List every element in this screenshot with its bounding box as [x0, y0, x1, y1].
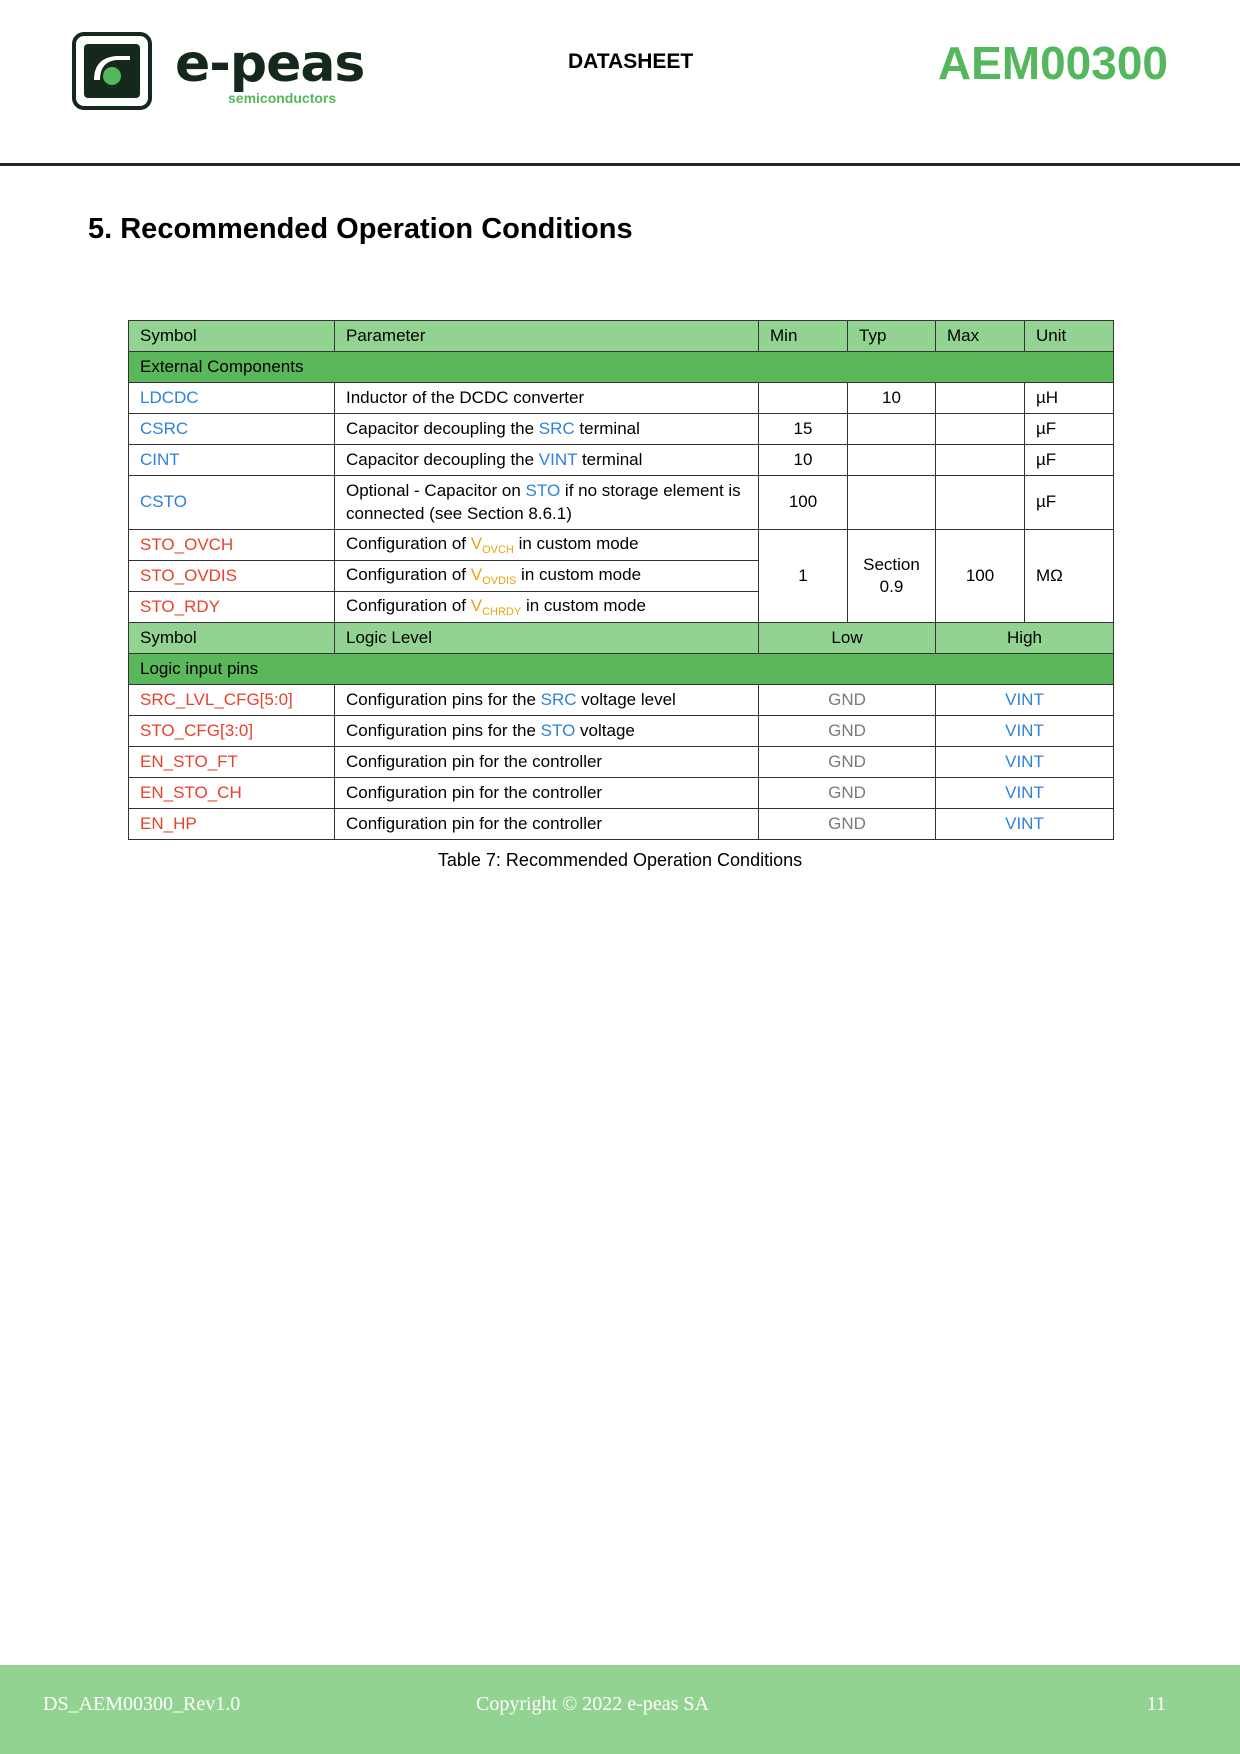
table-header-row: [129, 321, 1114, 352]
col-header: Logic Level: [335, 623, 759, 654]
group-label: Logic input pins: [129, 654, 1114, 685]
low-cell: GND: [759, 716, 936, 747]
brand-subtitle: semiconductors: [228, 90, 337, 106]
unit-cell: µF: [1025, 445, 1114, 476]
operation-conditions-table: [128, 320, 1114, 840]
table-row: [129, 383, 1114, 414]
col-header: Max: [936, 321, 1025, 352]
parameter-cell: Configuration pins for the STO voltage: [335, 716, 759, 747]
max-cell: [936, 383, 1025, 414]
symbol-cell: STO_RDY: [129, 592, 335, 623]
parameter-cell: Configuration pin for the controller: [335, 778, 759, 809]
section-title: 5. Recommended Operation Conditions: [88, 213, 633, 245]
symbol-cell: STO_OVCH: [129, 530, 335, 561]
table-row: [129, 747, 1114, 778]
max-cell: [936, 414, 1025, 445]
parameter-cell: Configuration pins for the SRC voltage level: [335, 685, 759, 716]
table-row: [129, 476, 1114, 530]
parameter-cell: Capacitor decoupling the SRC terminal: [335, 414, 759, 445]
min-cell: [759, 383, 848, 414]
typ-cell: Section 0.9: [848, 530, 936, 623]
col-header: Symbol: [129, 623, 335, 654]
col-header: Parameter: [335, 321, 759, 352]
max-cell: [936, 445, 1025, 476]
col-header: Typ: [848, 321, 936, 352]
unit-cell: µF: [1025, 476, 1114, 530]
symbol-cell: CINT: [129, 445, 335, 476]
parameter-cell: Optional - Capacitor on STO if no storage element is connected (see Section 8.6.1): [335, 476, 759, 530]
low-cell: GND: [759, 809, 936, 840]
col-header: Unit: [1025, 321, 1114, 352]
brand-name: e-peas: [175, 34, 365, 94]
table-row: [129, 414, 1114, 445]
min-cell: 10: [759, 445, 848, 476]
table-row: [129, 445, 1114, 476]
unit-cell: µF: [1025, 414, 1114, 445]
unit-cell: MΩ: [1025, 530, 1114, 623]
max-cell: 100: [936, 530, 1025, 623]
col-header: Symbol: [129, 321, 335, 352]
low-cell: GND: [759, 778, 936, 809]
parameter-cell: Capacitor decoupling the VINT terminal: [335, 445, 759, 476]
symbol-cell: STO_OVDIS: [129, 561, 335, 592]
parameter-cell: Configuration pin for the controller: [335, 809, 759, 840]
table-caption: Table 7: Recommended Operation Conditions: [437, 850, 803, 870]
max-cell: [936, 476, 1025, 530]
document-id: DS_AEM00300_Rev1.0: [43, 1693, 241, 1715]
copyright-notice: Copyright © 2022 e-peas SA: [476, 1693, 709, 1715]
typ-cell: [848, 476, 936, 530]
symbol-cell: LDCDC: [129, 383, 335, 414]
header-divider: [0, 163, 1240, 166]
min-cell: 15: [759, 414, 848, 445]
group-row: [129, 654, 1114, 685]
table-row: [129, 809, 1114, 840]
table-row: [129, 778, 1114, 809]
low-cell: GND: [759, 747, 936, 778]
col-header: Min: [759, 321, 848, 352]
typ-cell: 10: [848, 383, 936, 414]
min-cell: 1: [759, 530, 848, 623]
low-cell: GND: [759, 685, 936, 716]
high-cell: VINT: [936, 809, 1114, 840]
symbol-cell: EN_HP: [129, 809, 335, 840]
e-peas-logo-icon: [72, 32, 152, 110]
high-cell: VINT: [936, 685, 1114, 716]
symbol-cell: EN_STO_FT: [129, 747, 335, 778]
symbol-cell: CSTO: [129, 476, 335, 530]
page-header: [0, 0, 1240, 166]
high-cell: VINT: [936, 778, 1114, 809]
table-row: [129, 685, 1114, 716]
table-row: [129, 530, 1114, 561]
unit-cell: µH: [1025, 383, 1114, 414]
part-number: AEM00300: [937, 37, 1168, 89]
page-footer: [0, 1665, 1240, 1754]
parameter-cell: Configuration of $V_{CHRDY}$ in custom mode: [335, 592, 759, 623]
group-label: External Components: [129, 352, 1114, 383]
high-cell: VINT: [936, 716, 1114, 747]
col-header: High: [936, 623, 1114, 654]
logic-header-row: [129, 623, 1114, 654]
parameter-cell: Configuration of $V_{OVCH}$ in custom mode: [335, 530, 759, 561]
typ-cell: [848, 414, 936, 445]
parameter-cell: Configuration pin for the controller: [335, 747, 759, 778]
symbol-cell: CSRC: [129, 414, 335, 445]
typ-cell: [848, 445, 936, 476]
document-type: DATASHEET: [568, 50, 694, 73]
parameter-cell: Configuration of $V_{OVDIS}$ in custom mode: [335, 561, 759, 592]
parameter-cell: Inductor of the DCDC converter: [335, 383, 759, 414]
table-row: [129, 716, 1114, 747]
symbol-cell: SRC_LVL_CFG[5:0]: [129, 685, 335, 716]
min-cell: 100: [759, 476, 848, 530]
symbol-cell: STO_CFG[3:0]: [129, 716, 335, 747]
col-header: Low: [759, 623, 936, 654]
page-number: 11: [1146, 1693, 1166, 1715]
group-row: [129, 352, 1114, 383]
symbol-cell: EN_STO_CH: [129, 778, 335, 809]
high-cell: VINT: [936, 747, 1114, 778]
